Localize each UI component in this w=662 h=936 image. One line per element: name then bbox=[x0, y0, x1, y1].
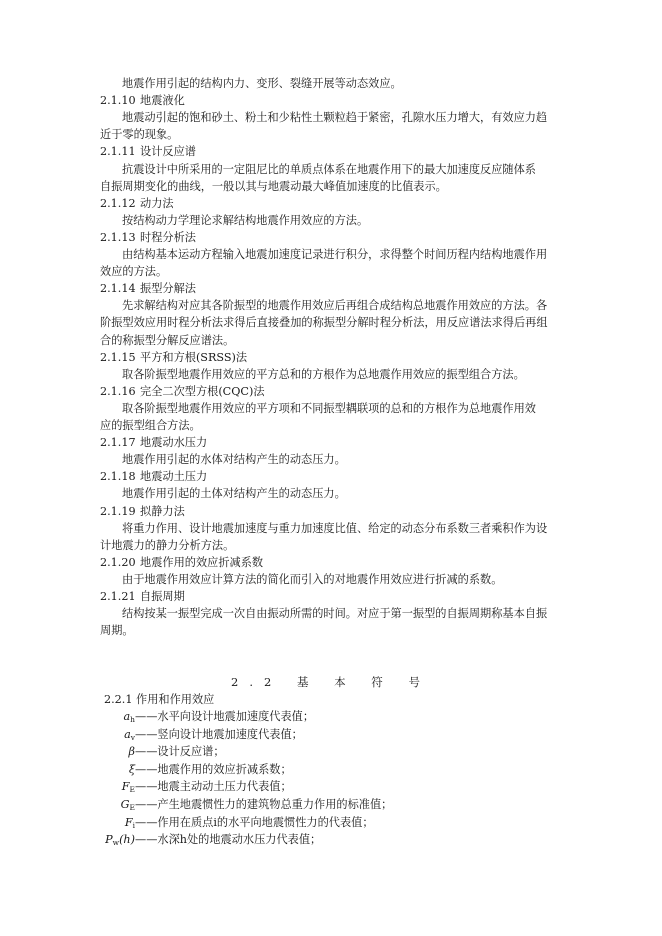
term-definition-line: 应的振型组合方法。 bbox=[100, 419, 201, 432]
term-title: 地震动水压力 bbox=[140, 436, 208, 450]
term-heading bbox=[100, 469, 207, 485]
subsection-title: 作用和作用效应 bbox=[136, 693, 215, 706]
symbol-subscript: w bbox=[112, 838, 120, 848]
term-title: 地震动土压力 bbox=[140, 470, 208, 484]
intro-line: 地震作用引起的结构内力、变形、裂缝开展等动态效应。 bbox=[122, 77, 402, 90]
symbol-subscript: h bbox=[130, 715, 135, 724]
term-heading bbox=[100, 281, 196, 297]
term-definition-line: 阶振型效应用时程分析法求得后直接叠加的称振型分解时程分析法，用反应谱法求得后再组 bbox=[100, 316, 548, 330]
term-definition-line: 地震作用引起的水体对结构产生的动态压力。 bbox=[122, 453, 346, 467]
term-number: 2.1.16 bbox=[100, 384, 136, 398]
symbol-description: ——地震作用的效应折减系数； bbox=[135, 762, 292, 776]
term-title: 振型分解法 bbox=[140, 282, 196, 296]
symbol: $F_i$ bbox=[124, 815, 135, 830]
term-title: 动力法 bbox=[140, 196, 174, 210]
symbol: $a_v$ bbox=[124, 727, 135, 742]
term-definition-line: 地震动引起的饱和砂土、粉土和少粘性土颗粒趋于紧密，孔隙水压力增大，有效应力趋 bbox=[122, 111, 548, 125]
term-definition-line: 将重力作用、设计地震加速度与重力加速度比值、给定的动态分布系数三者乘积作为设 bbox=[122, 521, 548, 535]
symbol-subscript: i bbox=[132, 820, 135, 830]
symbol: β bbox=[128, 745, 135, 759]
symbol-row bbox=[0, 779, 292, 798]
term-number: 2.1.11 bbox=[100, 145, 136, 159]
term-title: 时程分析法 bbox=[140, 230, 196, 244]
term-heading bbox=[100, 350, 247, 366]
term-definition-line: 近于零的现象。 bbox=[100, 128, 179, 142]
term-number: 2.1.21 bbox=[100, 590, 136, 603]
term-definition-line: 合的称振型分解反应谱法。 bbox=[100, 333, 235, 347]
term-number: 2.1.15 bbox=[100, 350, 136, 364]
symbol-row bbox=[0, 744, 225, 760]
symbol-row bbox=[0, 727, 303, 746]
symbol: $G_E$ bbox=[120, 798, 135, 812]
term-definition-line: 地震作用引起的土体对结构产生的动态压力。 bbox=[122, 487, 346, 501]
term-number: 2.1.18 bbox=[100, 470, 136, 484]
term-number: 2.1.10 bbox=[100, 94, 136, 108]
symbol-row bbox=[0, 797, 392, 816]
symbol-row bbox=[0, 709, 314, 728]
symbol-description: ——设计反应谱； bbox=[135, 745, 225, 759]
term-title: 自振周期 bbox=[140, 590, 185, 603]
term-heading bbox=[100, 435, 207, 451]
term-definition-line: 效应的方法。 bbox=[100, 265, 168, 279]
term-definition-line: 自振周期变化的曲线，一般以其与地震动最大峰值加速度的比值表示。 bbox=[100, 179, 447, 193]
term-definition-line: 结构按某一振型完成一次自由振动所需的时间。对应于第一振型的自振周期称基本自振 bbox=[122, 607, 548, 621]
term-definition-line: 计地震力的静力分析方法。 bbox=[100, 538, 235, 552]
symbol-description: ——作用在质点i的水平向地震惯性力的代表值； bbox=[135, 815, 374, 829]
term-title: 完全二次型方根(CQC)法 bbox=[140, 384, 265, 398]
symbol-row bbox=[0, 815, 374, 834]
term-number: 2.1.12 bbox=[100, 196, 136, 210]
symbol: ξ bbox=[128, 762, 135, 776]
symbol-subscript: E bbox=[129, 803, 135, 812]
section-title: 2.2 基 本 符 号 bbox=[231, 675, 431, 689]
term-definition-line: 取各阶振型地震作用效应的平方项和不同振型耦联项的总和的方根作为总地震作用效 bbox=[122, 401, 536, 415]
symbol-row bbox=[0, 762, 292, 778]
term-definition-line: 由于地震作用效应计算方法的简化而引入的对地震作用效应进行折减的系数。 bbox=[122, 572, 503, 586]
term-number: 2.1.20 bbox=[100, 555, 136, 569]
symbol: $P_w(h)$ bbox=[105, 833, 135, 848]
term-heading bbox=[100, 230, 196, 246]
symbol-row bbox=[0, 832, 321, 851]
term-number: 2.1.13 bbox=[100, 230, 136, 244]
symbol-subscript: E bbox=[129, 785, 135, 795]
term-definition-line: 周期。 bbox=[100, 624, 134, 638]
term-heading bbox=[100, 504, 185, 520]
term-heading bbox=[100, 196, 174, 212]
term-definition-line: 抗震设计中所采用的一定阻尼比的单质点体系在地震作用下的最大加速度反应随体系 bbox=[122, 162, 536, 176]
term-number: 2.1.14 bbox=[100, 282, 136, 296]
subsection-number: 2.2.1 bbox=[104, 693, 133, 706]
symbol: $F_E$ bbox=[121, 780, 135, 795]
symbol-description: ——产生地震惯性力的建筑物总重力作用的标准值； bbox=[135, 798, 393, 811]
symbol-description: ——地震主动动土压力代表值； bbox=[135, 780, 292, 794]
term-title: 拟静力法 bbox=[140, 504, 185, 518]
term-title: 设计反应谱 bbox=[140, 145, 196, 159]
term-number: 2.1.19 bbox=[100, 504, 136, 518]
term-heading bbox=[100, 555, 263, 571]
term-title: 地震液化 bbox=[140, 94, 185, 108]
symbol-description: ——水平向设计地震加速度代表值； bbox=[135, 710, 315, 723]
term-definition-line: 先求解结构对应其各阶振型的地震作用效应后再组合成结构总地震作用效应的方法。各 bbox=[122, 299, 548, 313]
term-heading bbox=[100, 93, 185, 109]
term-title: 平方和方根(SRSS)法 bbox=[140, 350, 248, 364]
symbol-description: ——水深h处的地震动水压力代表值； bbox=[135, 833, 322, 847]
term-heading bbox=[100, 384, 265, 400]
term-title: 地震作用的效应折减系数 bbox=[140, 555, 264, 569]
term-heading bbox=[100, 144, 196, 160]
symbol: $a_h$ bbox=[123, 710, 135, 724]
symbol-description: ——竖向设计地震加速度代表值； bbox=[135, 727, 303, 741]
term-definition-line: 由结构基本运动方程输入地震加速度记录进行积分，求得整个时间历程内结构地震作用 bbox=[122, 248, 548, 261]
term-definition-line: 按结构动力学理论求解结构地震作用效应的方法。 bbox=[122, 213, 369, 227]
term-definition-line: 取各阶振型地震作用效应的平方总和的方根作为总地震作用效应的振型组合方法。 bbox=[122, 367, 525, 381]
term-heading bbox=[100, 589, 185, 605]
term-number: 2.1.17 bbox=[100, 436, 136, 450]
symbol-subscript: v bbox=[130, 732, 135, 742]
subsection-heading bbox=[104, 692, 214, 708]
